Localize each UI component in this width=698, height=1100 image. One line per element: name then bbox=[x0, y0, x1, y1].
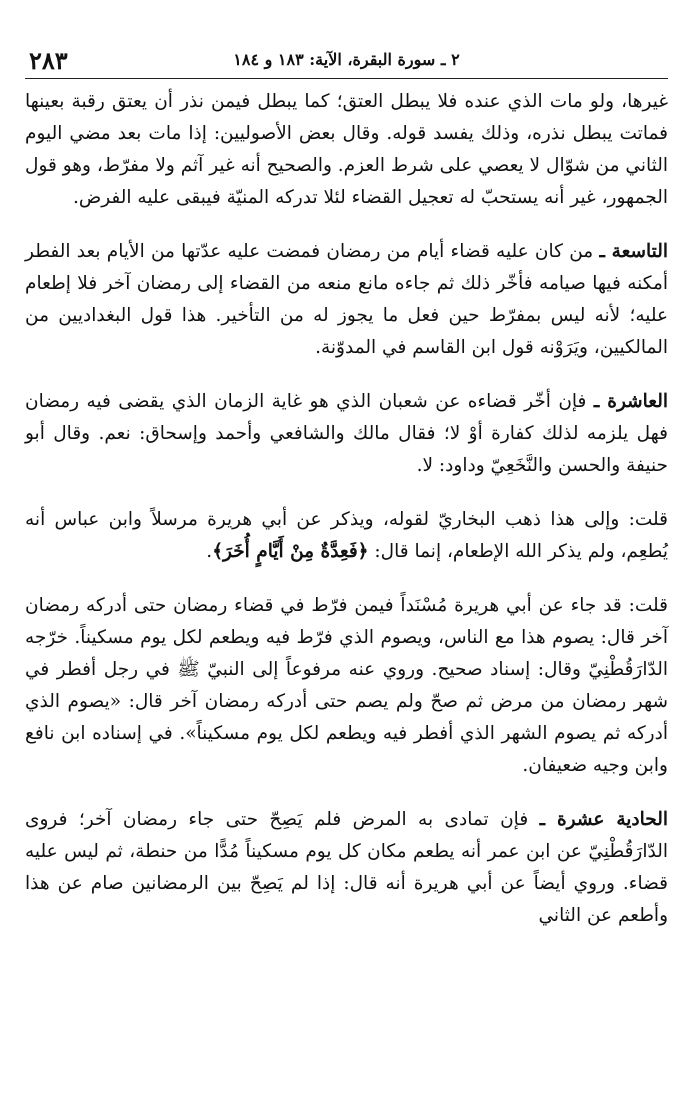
paragraph-ninth bbox=[25, 236, 668, 364]
quran-quote: ﴿فَعِدَّةٌ مِنْ أَيَّامٍ أُخَرَ﴾ bbox=[212, 541, 369, 562]
paragraph-text: غيرها، ولو مات الذي عنده فلا يبطل العتق؛ كما يبطل فيمن نذر أن يعتق رقبة بعينها فماتت يبطل نذره، وذلك يفسد قوله. وقال بعض الأصوليين: إذا مات بعد مضي اليوم الثاني من شوّال لا يعصي على شرط العزم. والصحيح أنه غير آثم ولا مفرّط، وهو قول الجمهور، غير أنه يستحبّ له تعجيل القضاء لئلا تدركه المنيّة فيبقى عليه الفرض. bbox=[25, 91, 668, 208]
body-text bbox=[25, 86, 668, 954]
section-heading-tenth: العاشرة ـ bbox=[593, 391, 668, 412]
section-heading-eleventh: الحادية عشرة ـ bbox=[539, 809, 669, 830]
running-title: ٢ ـ سورة البقرة، الآية: ١٨٣ و ١٨٤ bbox=[233, 50, 460, 69]
page-header bbox=[25, 42, 668, 79]
section-heading-ninth: التاسعة ـ bbox=[599, 241, 668, 262]
paragraph-eleventh bbox=[25, 804, 668, 932]
paragraph-note-2 bbox=[25, 590, 668, 782]
paragraph-text: قلت: قد جاء عن أبي هريرة مُسْنَداً فيمن فرّط في قضاء رمضان حتى أدركه رمضان آخر قال: يصوم هذا مع الناس، ويصوم الذي فرّط فيه ويطعم لكل يوم مسكيناً. خرّجه الدّارَقُطْنِيّ وقال: إسناد صحيح. وروي عنه مرفوعاً إلى النبيّ ﷺ في رجل أفطر في شهر رمضان من مرض ثم صحّ ولم يصم حتى أدركه رمضان آخر قال: «يصوم الذي أدركه ثم يصوم الشهر الذي أفطر فيه ويطعم لكل يوم مسكيناً». في إسناده ابن نافع وابن وجيه ضعيفان. bbox=[25, 595, 668, 776]
page-number: ٢٨٣ bbox=[29, 46, 68, 75]
paragraph-text-end: . bbox=[206, 541, 213, 562]
paragraph-text: قلت: وإلى هذا ذهب البخاريّ لقوله، ويذكر عن أبي هريرة مرسلاً وابن عباس أنه يُطعِم، ولم يذكر الله الإطعام، إنما قال: bbox=[25, 509, 668, 562]
paragraph-note-1 bbox=[25, 504, 668, 568]
paragraph-text: فإن أخّر قضاءه عن شعبان الذي هو غاية الزمان الذي يقضى فيه رمضان فهل يلزمه لذلك كفارة أوْ لا؛ فقال مالك والشافعي وأحمد وإسحاق: نعم. وقال أبو حنيفة والحسن والنَّخَعِيّ وداود: لا. bbox=[25, 391, 668, 476]
paragraph-text: من كان عليه قضاء أيام من رمضان فمضت عليه عدّتها من الأيام بعد الفطر أمكنه فيها صيامه فأخّر ذلك ثم جاءه مانع منعه من القضاء إلى رمضان آخر فلا إطعام عليه؛ لأنه ليس بمفرّط حين فعل ما يجوز له من التأخير. هذا قول البغداديين من المالكيين، ويَرَوْنه قول ابن القاسم في المدوّنة. bbox=[25, 241, 668, 358]
paragraph-text: فإن تمادى به المرض فلم يَصِحّ حتى جاء رمضان آخر؛ فروى الدّارَقُطْنِيّ عن ابن عمر أنه يطعم مكان كل يوم مسكيناً مُدًّا من حنطة، ثم ليس عليه قضاء. وروي أيضاً عن أبي هريرة أنه قال: إذا لم يَصِحّ بين الرمضانين صام عن هذا وأطعم عن الثاني bbox=[25, 809, 668, 926]
paragraph-tenth bbox=[25, 386, 668, 482]
paragraph-1 bbox=[25, 86, 668, 214]
